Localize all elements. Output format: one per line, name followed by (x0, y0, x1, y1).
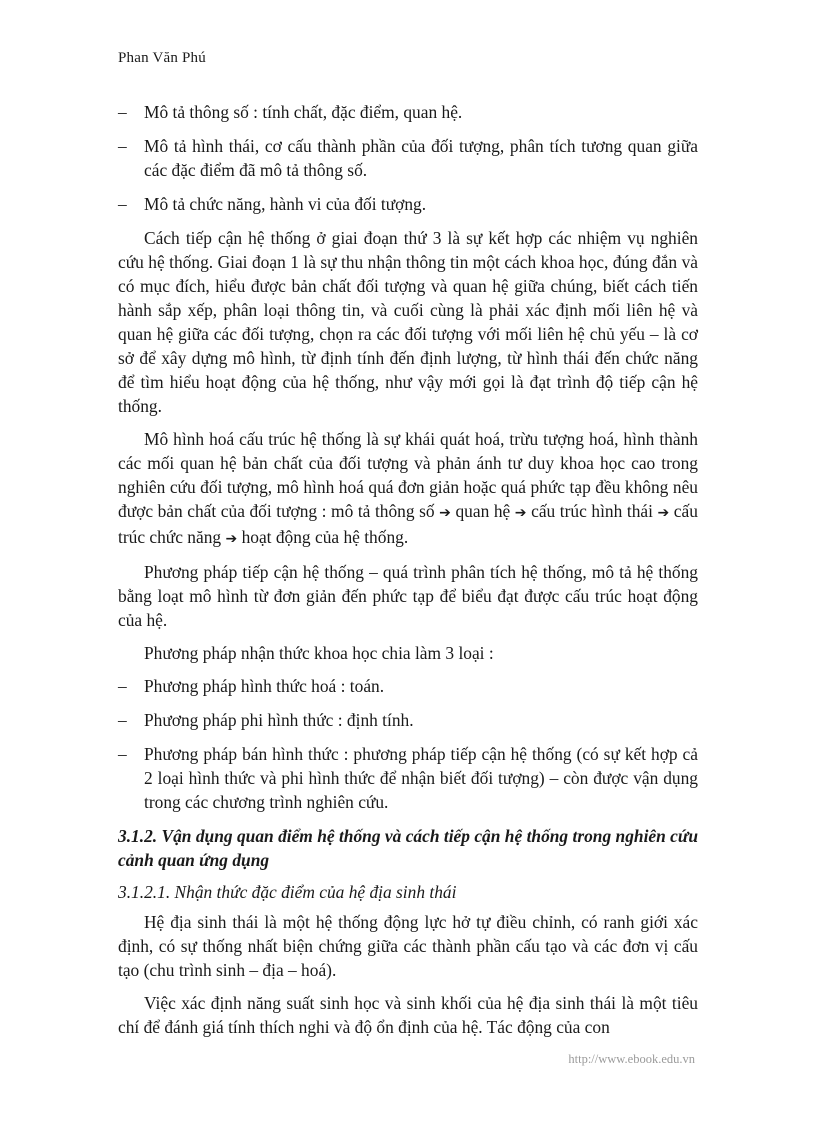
list-item-text: Phương pháp phi hình thức : định tính. (144, 710, 414, 730)
paragraph-text: hoạt động của hệ thống. (241, 527, 409, 547)
bullet-dash: – (118, 710, 127, 730)
list-item (118, 674, 698, 698)
list-item (118, 192, 698, 216)
paragraph-geo-ecosystem: Hệ địa sinh thái là một hệ thống động lực hở tự điều chỉnh, có ranh giới xác định, có sự thống nhất biện chứng giữa các thành phần cấu tạo và các đơn vị cấu tạo (chu trình sinh – địa – hoá). (118, 912, 698, 980)
paragraph-text: quan hệ (455, 501, 511, 521)
arrow-right-icon: ➔ (514, 505, 527, 521)
arrow-right-icon: ➔ (657, 505, 670, 521)
bullet-dash: – (118, 676, 127, 696)
list-item-text: Mô tả chức năng, hành vi của đối tượng. (144, 194, 427, 214)
paragraph-modeling (118, 427, 698, 551)
list-item-text: Phương pháp hình thức hoá : toán. (144, 676, 385, 696)
paragraph-text: cấu trúc hình thái (531, 501, 653, 521)
list-item (118, 100, 698, 124)
subsection-heading: 3.1.2.1. Nhận thức đặc điểm của hệ địa sinh thái (118, 882, 457, 902)
list-item-text: Phương pháp bán hình thức : phương pháp tiếp cận hệ thống (có sự kết hợp cả 2 loại hình thức và phi hình thức để nhận biết đối tượng) – còn được vận dụng trong các chương trình nghiên cứu. (144, 744, 698, 812)
bullet-dash: – (118, 194, 127, 214)
page-header-author: Phan Văn Phú (118, 50, 206, 66)
list-item (118, 134, 698, 182)
arrow-right-icon: ➔ (225, 531, 238, 547)
list-item (118, 708, 698, 732)
footer-url: http://www.ebook.edu.vn (568, 1052, 695, 1066)
bullet-dash: – (118, 102, 127, 122)
bullet-dash: – (118, 744, 127, 764)
paragraph-productivity: Việc xác định năng suất sinh học và sinh khối của hệ địa sinh thái là một tiêu chí để đánh giá tính thích nghi và độ ổn định của hệ. Tác động của con (118, 993, 698, 1037)
document-body (118, 100, 698, 1048)
paragraph-text: cấu trúc chức năng (118, 501, 698, 547)
arrow-right-icon: ➔ (439, 505, 451, 521)
paragraph-system-approach: Cách tiếp cận hệ thống ở giai đoạn thứ 3 là sự kết hợp các nhiệm vụ nghiên cứu hệ thống. Giai đoạn 1 là sự thu nhận thông tin một cách khoa học, đúng đắn và có mục đích, hiểu được bản chất đối tượng và quan hệ giữa chúng, biết cách tiến hành sắp xếp, phân loại thông tin, và cuối cùng là phải xác định mối liên hệ và quan hệ giữa các đối tượng, chọn ra các đối tượng với mối liên hệ chủ yếu – là cơ sở để xây dựng mô hình, từ định tính đến định lượng, từ hình thái đến chức năng để tìm hiểu hoạt động của hệ thống, như vậy mới gọi là đạt trình độ tiếp cận hệ thống. (118, 228, 698, 416)
list-item-text: Mô tả hình thái, cơ cấu thành phần của đối tượng, phân tích tương quan giữa các đặc điểm đã mô tả thông số. (144, 136, 698, 180)
list-item-text: Mô tả thông số : tính chất, đặc điểm, quan hệ. (144, 102, 463, 122)
paragraph-approach-method: Phương pháp tiếp cận hệ thống – quá trình phân tích hệ thống, mô tả hệ thống bằng loạt mô hình từ đơn giản đến phức tạp để biểu đạt được cấu trúc hoạt động của hệ. (118, 562, 698, 630)
paragraph-cognition-types: Phương pháp nhận thức khoa học chia làm 3 loại : (144, 643, 494, 663)
bullet-dash: – (118, 136, 127, 156)
paragraph-text: Mô hình hoá cấu trúc hệ thống là sự khái quát hoá, trừu tượng hoá, hình thành các mối quan hệ bản chất của đối tượng và phản ánh tư duy khoa học cao trong nghiên cứu đối tượng, mô hình hoá quá đơn giản hoặc quá phức tạp đều không nêu được bản chất của đối tượng : mô tả thông số (118, 429, 698, 521)
section-heading: 3.1.2. Vận dụng quan điểm hệ thống và cách tiếp cận hệ thống trong nghiên cứu cảnh quan ứng dụng (118, 826, 698, 870)
list-item (118, 742, 698, 814)
